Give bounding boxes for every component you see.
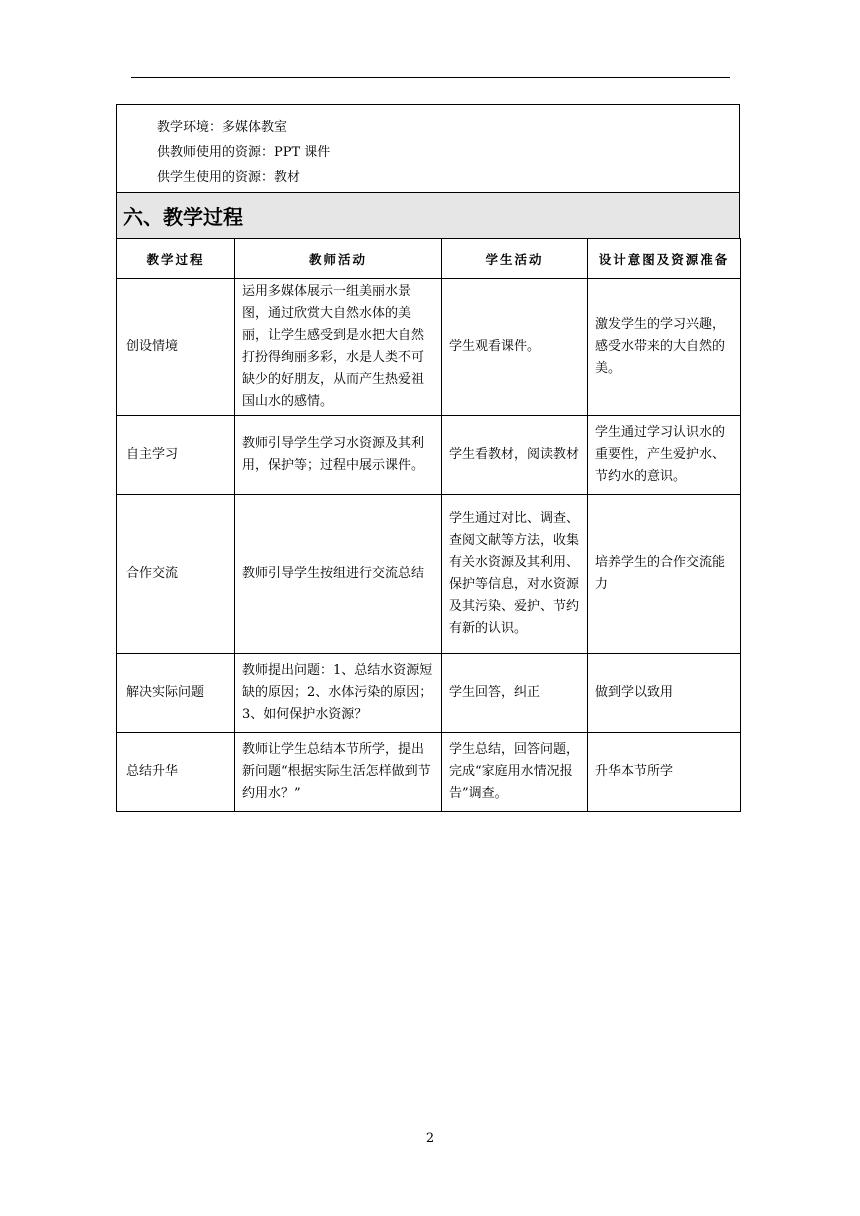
teacher-activity-cell: 教师提出问题：1、总结水资源短缺的原因；2、水体污染的原因；3、如何保护水资源？	[235, 654, 442, 733]
teacher-resources-line: 供教师使用的资源：PPT 课件	[157, 145, 331, 160]
design-intent-cell: 升华本节所学	[588, 733, 741, 812]
student-activity-cell: 学生回答，纠正	[442, 654, 588, 733]
teacher-activity-cell: 运用多媒体展示一组美丽水景图，通过欣赏大自然水体的美丽，让学生感受到是水把大自然打扮得绚丽多彩，水是人类不可缺少的好朋友，从而产生热爱祖国山水的感情。	[235, 279, 442, 416]
student-activity-cell: 学生通过对比、调查、查阅文献等方法，收集有关水资源及其利用、保护等信息，对水资源及其污染、爱护、节约有新的认识。	[442, 495, 588, 654]
stage-cell: 创设情境	[117, 279, 235, 416]
design-intent-cell: 激发学生的学习兴趣，感受水带来的大自然的美。	[588, 279, 741, 416]
page-number: 2	[425, 1131, 435, 1146]
table-row	[117, 416, 741, 495]
student-activity-cell: 学生观看课件。	[442, 279, 588, 416]
table-header-row	[117, 239, 741, 279]
section-title: 六、教学过程	[116, 192, 740, 238]
table-row	[117, 279, 741, 416]
design-intent-cell: 做到学以致用	[588, 654, 741, 733]
teacher-activity-cell: 教师引导学生学习水资源及其利用，保护等；过程中展示课件。	[235, 416, 442, 495]
process-table	[116, 238, 741, 812]
stage-cell: 解决实际问题	[117, 654, 235, 733]
table-row	[117, 654, 741, 733]
table-row	[117, 495, 741, 654]
student-activity-cell: 学生看教材，阅读教材	[442, 416, 588, 495]
design-intent-cell: 培养学生的合作交流能力	[588, 495, 741, 654]
stage-cell: 总结升华	[117, 733, 235, 812]
student-activity-cell: 学生总结，回答问题，完成“家庭用水情况报告”调查。	[442, 733, 588, 812]
stage-cell: 合作交流	[117, 495, 235, 654]
environment-line: 教学环境：多媒体教室	[157, 120, 288, 135]
teacher-activity-cell: 教师引导学生按组进行交流总结	[235, 495, 442, 654]
environment-block	[116, 104, 740, 192]
lesson-plan-table	[116, 104, 740, 812]
teacher-activity-cell: 教师让学生总结本节所学，提出新问题“根据实际生活怎样做到节约用水？”	[235, 733, 442, 812]
header-rule	[131, 77, 730, 78]
student-resources-line: 供学生使用的资源：教材	[157, 170, 301, 185]
header-teacher-activity: 教师活动	[235, 239, 442, 279]
design-intent-cell: 学生通过学习认识水的重要性，产生爱护水、节约水的意识。	[588, 416, 741, 495]
table-row	[117, 733, 741, 812]
stage-cell: 自主学习	[117, 416, 235, 495]
header-design-intent: 设计意图及资源准备	[588, 239, 741, 279]
header-student-activity: 学生活动	[442, 239, 588, 279]
header-stage: 教学过程	[117, 239, 235, 279]
